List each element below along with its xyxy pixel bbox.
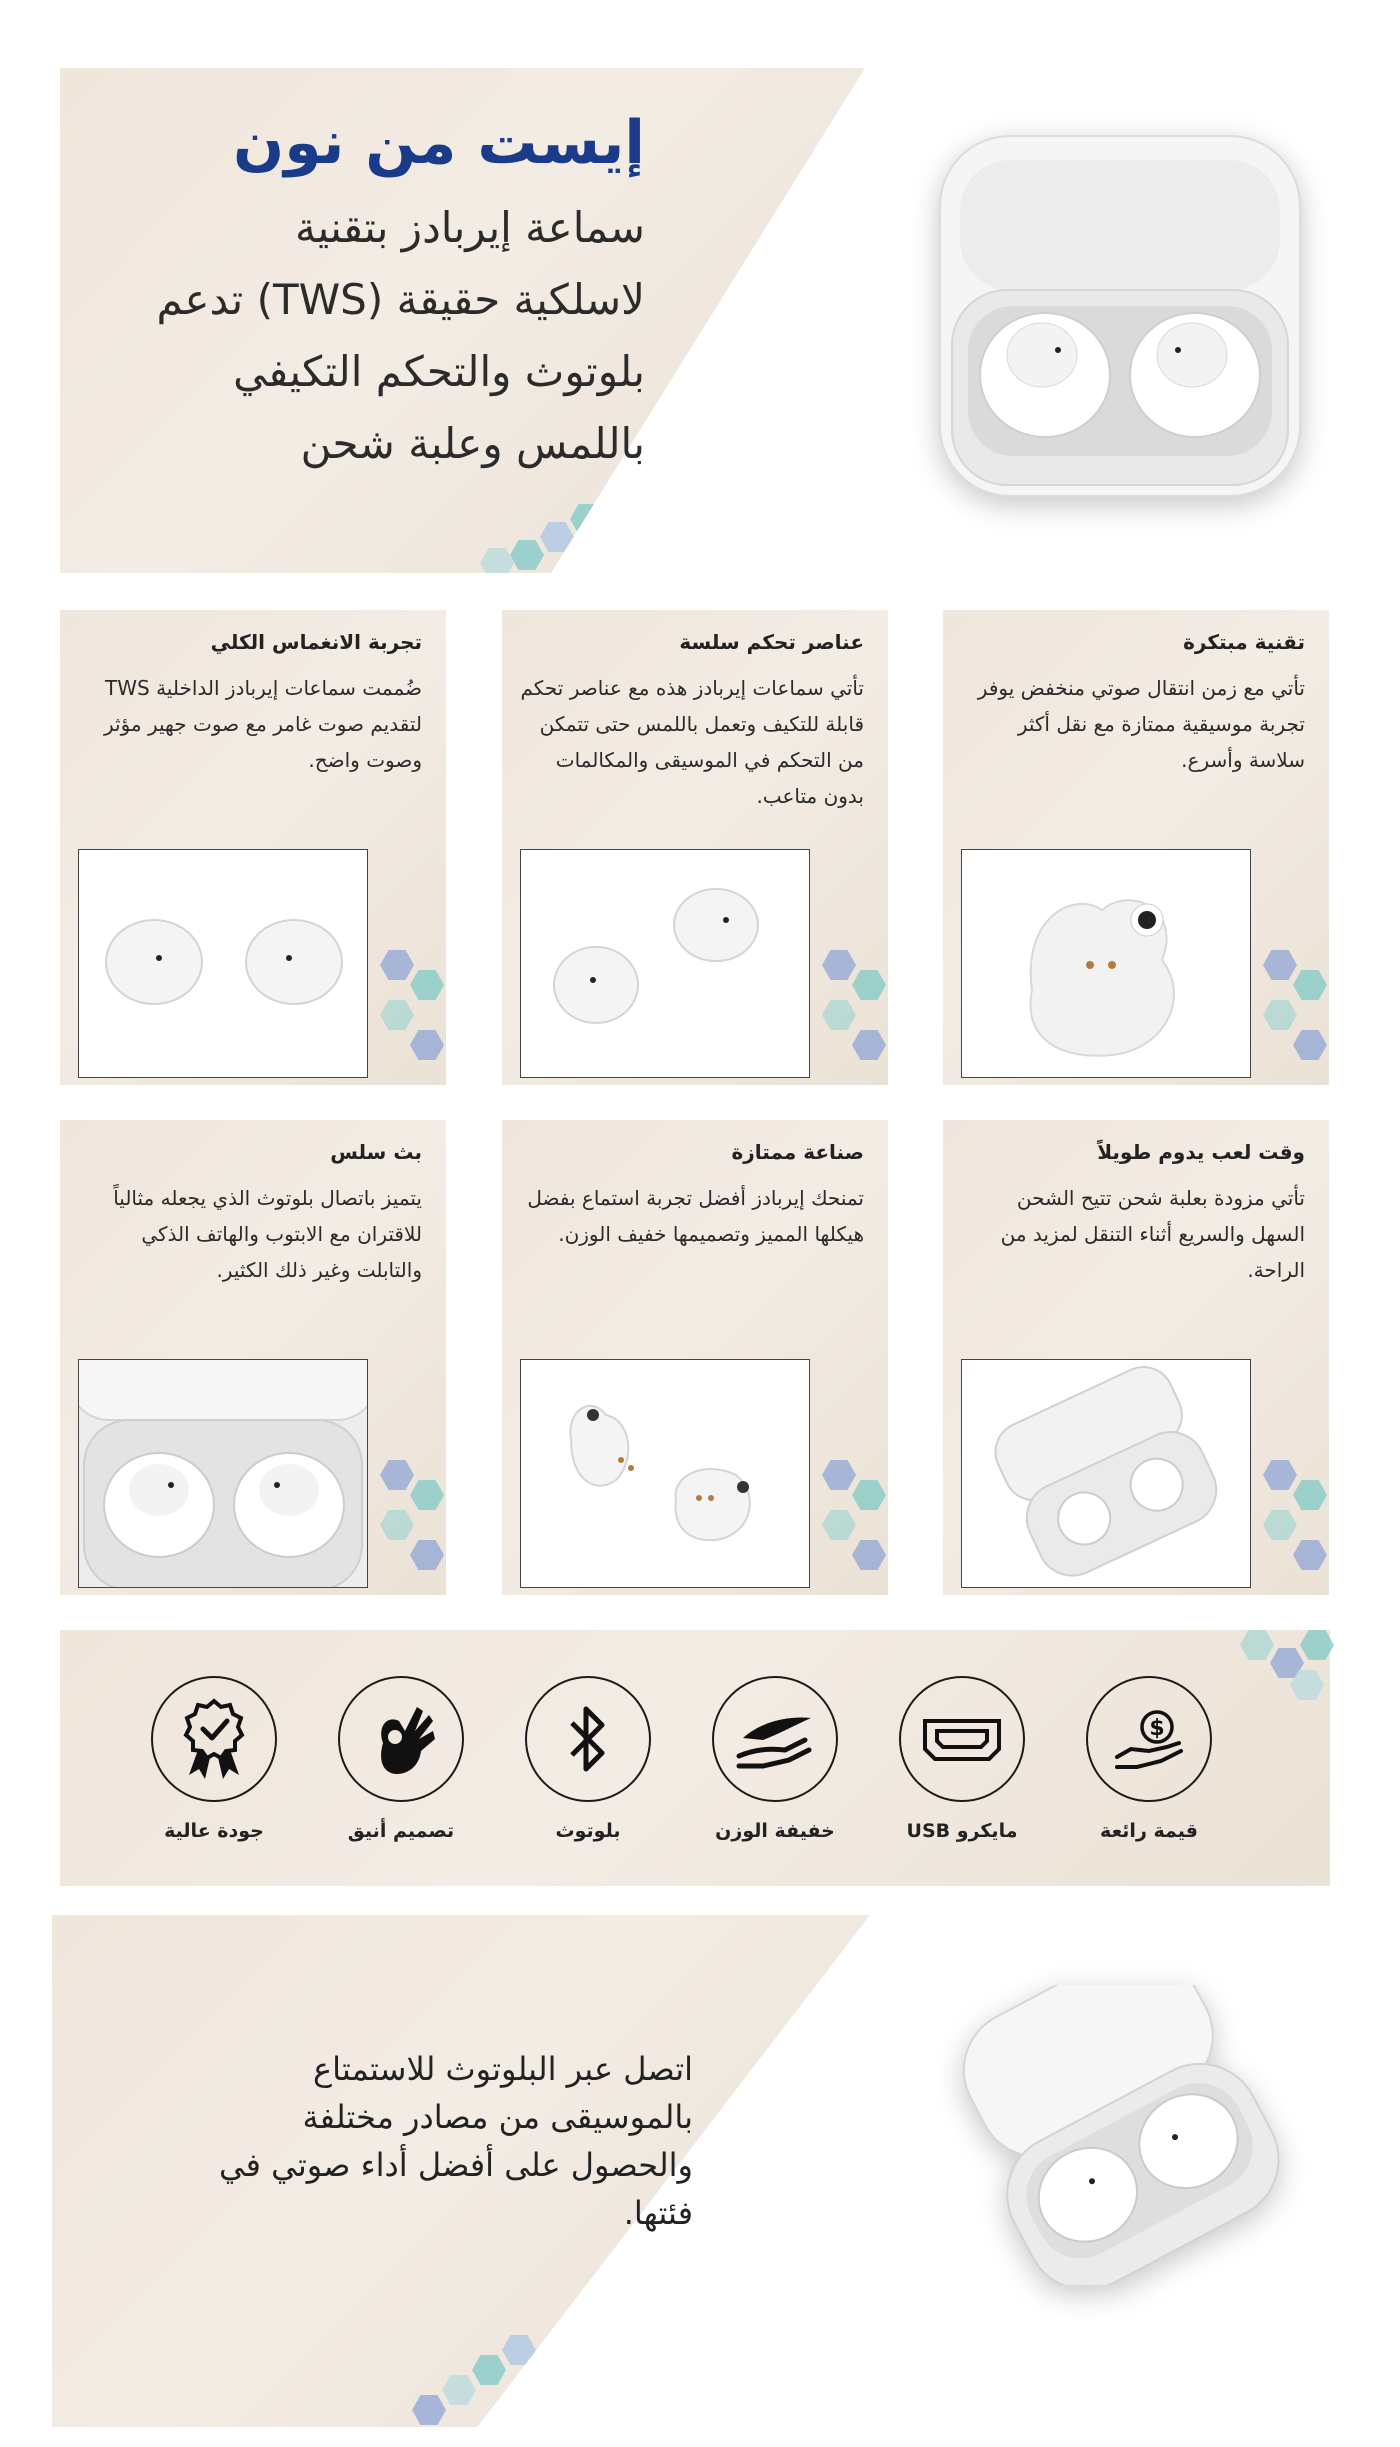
card-body: تمنحك إيربادز أفضل تجربة استماع بفضل هيكلها المميز وتصميمها خفيف الوزن. — [527, 1186, 864, 1246]
svg-text:$: $ — [1149, 1716, 1165, 1741]
card-body: ضُممت سماعات إيربادز الداخلية TWS لتقديم صوت غامر مع صوت جهير مؤثر وصوت واضح. — [103, 676, 422, 772]
hexagon-decoration — [1230, 1630, 1330, 1710]
card-title: تجربة الانغماس الكلي — [210, 630, 422, 654]
earbuds-pair-image — [79, 850, 367, 1077]
feature-lightweight — [695, 1676, 855, 1842]
quality-badge-icon — [151, 1676, 277, 1802]
feature-label: قيمة رائعة — [1100, 1820, 1198, 1842]
subtitle-line: بلوتوث والتحكم التكيفي — [233, 347, 645, 396]
ok-hand-icon — [338, 1676, 464, 1802]
feature-card — [60, 610, 446, 1085]
feature-quality — [134, 1676, 294, 1842]
bottom-description: اتصل عبر البلوتوث للاستمتاع بالموسيقى من مصادر مختلفة والحصول على أفضل أداء صوتي في فئتها. — [219, 2050, 693, 2232]
earbuds-case-image — [945, 1985, 1285, 2285]
feather-hand-icon — [712, 1676, 838, 1802]
page-title: إيست من نون — [233, 108, 645, 178]
earbuds-case-image — [79, 1360, 367, 1587]
feature-label: جودة عالية — [164, 1820, 264, 1842]
card-photo — [961, 849, 1251, 1078]
card-photo — [78, 849, 368, 1078]
single-earbud-image — [962, 850, 1250, 1077]
card-title: تقنية مبتكرة — [1183, 630, 1305, 654]
hexagon-decoration — [360, 1450, 446, 1590]
card-title: وقت لعب يدوم طويلاً — [1097, 1140, 1305, 1164]
card-body: تأتي مع زمن انتقال صوتي منخفض يوفر تجربة موسيقية ممتازة مع نقل أكثر سلاسة وأسرع. — [977, 676, 1305, 772]
hexagon-decoration — [802, 940, 888, 1080]
earbuds-case-image — [962, 1360, 1250, 1587]
feature-design — [321, 1676, 481, 1842]
feature-card — [502, 610, 888, 1085]
money-hand-icon — [1086, 1676, 1212, 1802]
feature-bluetooth — [508, 1676, 668, 1842]
hexagon-decoration — [802, 1450, 888, 1590]
earbuds-pair-image — [521, 850, 809, 1077]
card-photo — [520, 1359, 810, 1588]
feature-card — [60, 1120, 446, 1595]
feature-value — [1069, 1676, 1229, 1842]
features-bar — [60, 1630, 1330, 1886]
hexagon-decoration — [412, 2335, 542, 2425]
usb-port-icon — [899, 1676, 1025, 1802]
feature-usb — [882, 1676, 1042, 1842]
feature-label: مايكرو USB — [906, 1820, 1018, 1842]
earbuds-pair-image — [521, 1360, 809, 1587]
card-photo — [961, 1359, 1251, 1588]
feature-label: خفيفة الوزن — [715, 1820, 835, 1842]
subtitle-line: باللمس وعلبة شحن — [300, 419, 645, 468]
hero-subtitle — [60, 192, 645, 480]
hexagon-decoration — [1243, 940, 1329, 1080]
card-title: عناصر تحكم سلسة — [679, 630, 864, 654]
subtitle-line: لاسلكية حقيقة (TWS) تدعم — [156, 275, 645, 324]
hexagon-decoration — [440, 468, 740, 578]
card-photo — [520, 849, 810, 1078]
card-title: بث سلس — [330, 1140, 422, 1164]
card-title: صناعة ممتازة — [731, 1140, 864, 1164]
hexagon-decoration — [1243, 1450, 1329, 1590]
card-body: تأتي سماعات إيربادز هذه مع عناصر تحكم قابلة للتكيف وتعمل باللمس حتى تتمكن من التحكم في الموسيقى والمكالمات بدون متاعب. — [520, 676, 864, 808]
feature-label: تصميم أنيق — [347, 1820, 455, 1842]
hexagon-decoration — [360, 940, 446, 1080]
bluetooth-icon — [525, 1676, 651, 1802]
card-body: تأتي مزودة بعلبة شحن تتيح الشحن السهل والسريع أثناء التنقل لمزيد من الراحة. — [1000, 1186, 1305, 1282]
card-photo — [78, 1359, 368, 1588]
earbuds-case-image — [930, 130, 1310, 510]
card-body: يتميز باتصال بلوتوث الذي يجعله مثالياً للاقتران مع الابتوب والهاتف الذكي والتابلت وغير ذلك الكثير. — [113, 1186, 422, 1282]
subtitle-line: سماعة إيربادز بتقنية — [294, 203, 645, 252]
feature-card — [502, 1120, 888, 1595]
feature-label: بلوتوث — [555, 1820, 621, 1842]
feature-card — [943, 610, 1329, 1085]
feature-card — [943, 1120, 1329, 1595]
